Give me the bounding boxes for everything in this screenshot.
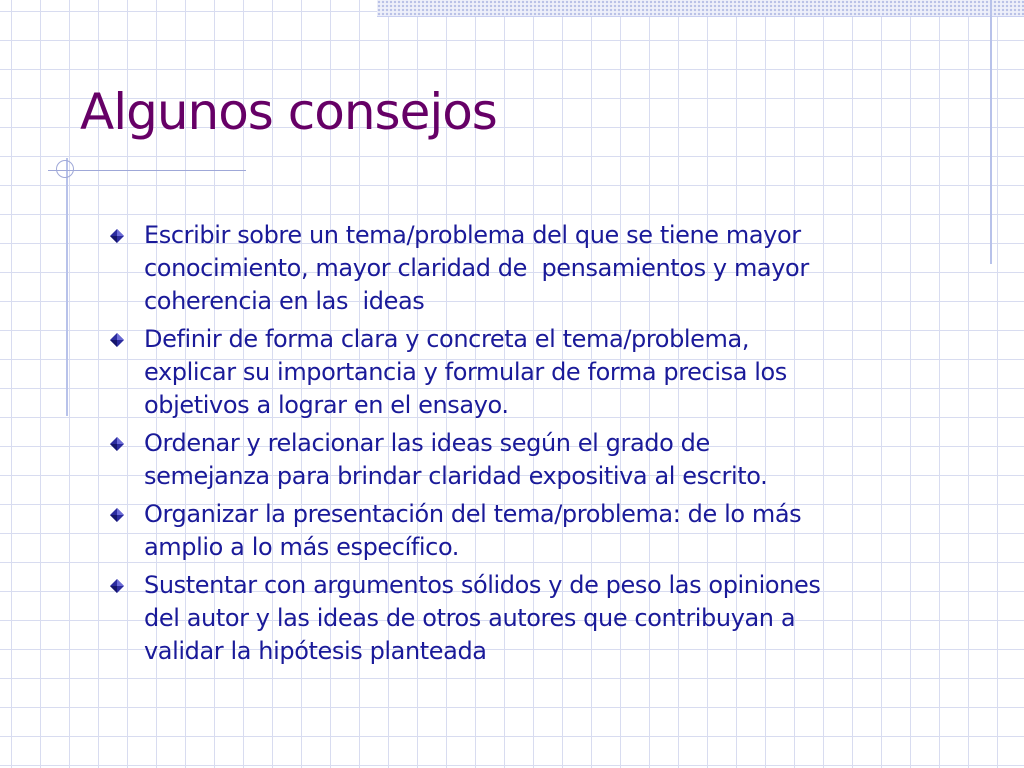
bullet-item (106, 427, 956, 493)
bullet-list (106, 219, 956, 673)
diamond-bullet-icon (109, 578, 125, 594)
bullet-item (106, 569, 956, 668)
bullet-text: Sustentar con argumentos sólidos y de peso las opiniones del autor y las ideas de otros autores que contribuyan a validar la hipótesis planteada (144, 571, 821, 665)
bullet-item (106, 498, 956, 564)
title-underline-rule (48, 170, 246, 171)
decorative-right-rule (990, 0, 992, 264)
bullet-text: Definir de forma clara y concreta el tema/problema, explicar su importancia y formular de forma precisa los objetivos a lograr en el ensayo. (144, 325, 787, 419)
crosshair-ornament-icon (56, 160, 74, 178)
bullet-text: Escribir sobre un tema/problema del que se tiene mayor conocimiento, mayor claridad de pensamientos y mayor coherencia en las ideas (144, 221, 809, 315)
slide-title: Algunos consejos (80, 83, 497, 141)
diamond-bullet-icon (109, 507, 125, 523)
bullet-item (106, 323, 956, 422)
decorative-left-rule (66, 158, 68, 416)
bullet-text: Organizar la presentación del tema/problema: de lo más amplio a lo más específico. (144, 500, 802, 561)
bullet-item (106, 219, 956, 318)
diamond-bullet-icon (109, 332, 125, 348)
decorative-top-band (377, 0, 1024, 17)
bullet-text: Ordenar y relacionar las ideas según el grado de semejanza para brindar claridad expositiva al escrito. (144, 429, 768, 490)
diamond-bullet-icon (109, 228, 125, 244)
diamond-bullet-icon (109, 436, 125, 452)
